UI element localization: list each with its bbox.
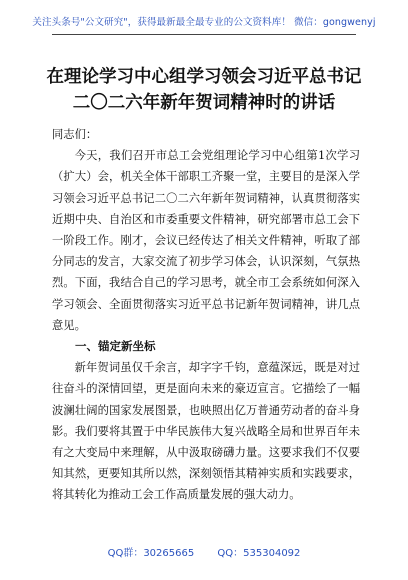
footer-qq: QQ：535304092 — [217, 548, 301, 559]
section-heading-1: 一、锚定新坐标 — [75, 339, 156, 354]
title-line-1: 在理论学习中心组学习领会习近平总书记 — [46, 67, 362, 87]
document-title — [20, 64, 388, 116]
salutation: 同志们： — [52, 128, 98, 141]
footer-qq-group: QQ群：30265665 — [107, 548, 195, 559]
paragraph-intro: 今天，我们召开市总工会党组理论学习中心组第1次学习（扩大）会，机关全体干部职工齐聚一堂，主要目的是深入学习领会习近平总书记二〇二六年新年贺词精神，认真贯彻落实近期中央、自治区和市委重要文件精神，研究部署市总工会下一阶段工作。刚才，会议已经传达了相关文件精神，听取了部分同志的发言，大家交流了初步学习体会，认识深刻，气氛热烈。下面，我结合自己的学习思考，就全市工会系统如何深入学习领会、全面贯彻落实习近平总书记新年贺词精神，讲几点意见。 — [52, 149, 360, 332]
header-divider — [52, 34, 356, 35]
title-line-2: 二〇二六年新年贺词精神时的讲话 — [72, 93, 336, 113]
paragraph-section-1: 新年贺词虽仅千余言，却字字千钧，意蕴深远，既是对过往奋斗的深情回望，更是面向未来的豪迈宣言。它描绘了一幅波澜壮阔的国家发展图景，也映照出亿万普通劳动者的奋斗身影。我们要将其置于中华民族伟大复兴战略全局和世界百年未有之大变局中来理解，从中汲取磅礴力量。这要求我们不仅要知其然，更要知其所以然，深刻领悟其精神实质和实践要求，将其转化为推动工会工作高质量发展的强大动力。 — [52, 361, 360, 502]
footer-contact — [0, 544, 408, 559]
document-body — [52, 124, 360, 506]
header-banner: 关注头条号"公文研究"，获得最新最全最专业的公文资料库！ 微信：gongwenyj — [32, 17, 376, 28]
